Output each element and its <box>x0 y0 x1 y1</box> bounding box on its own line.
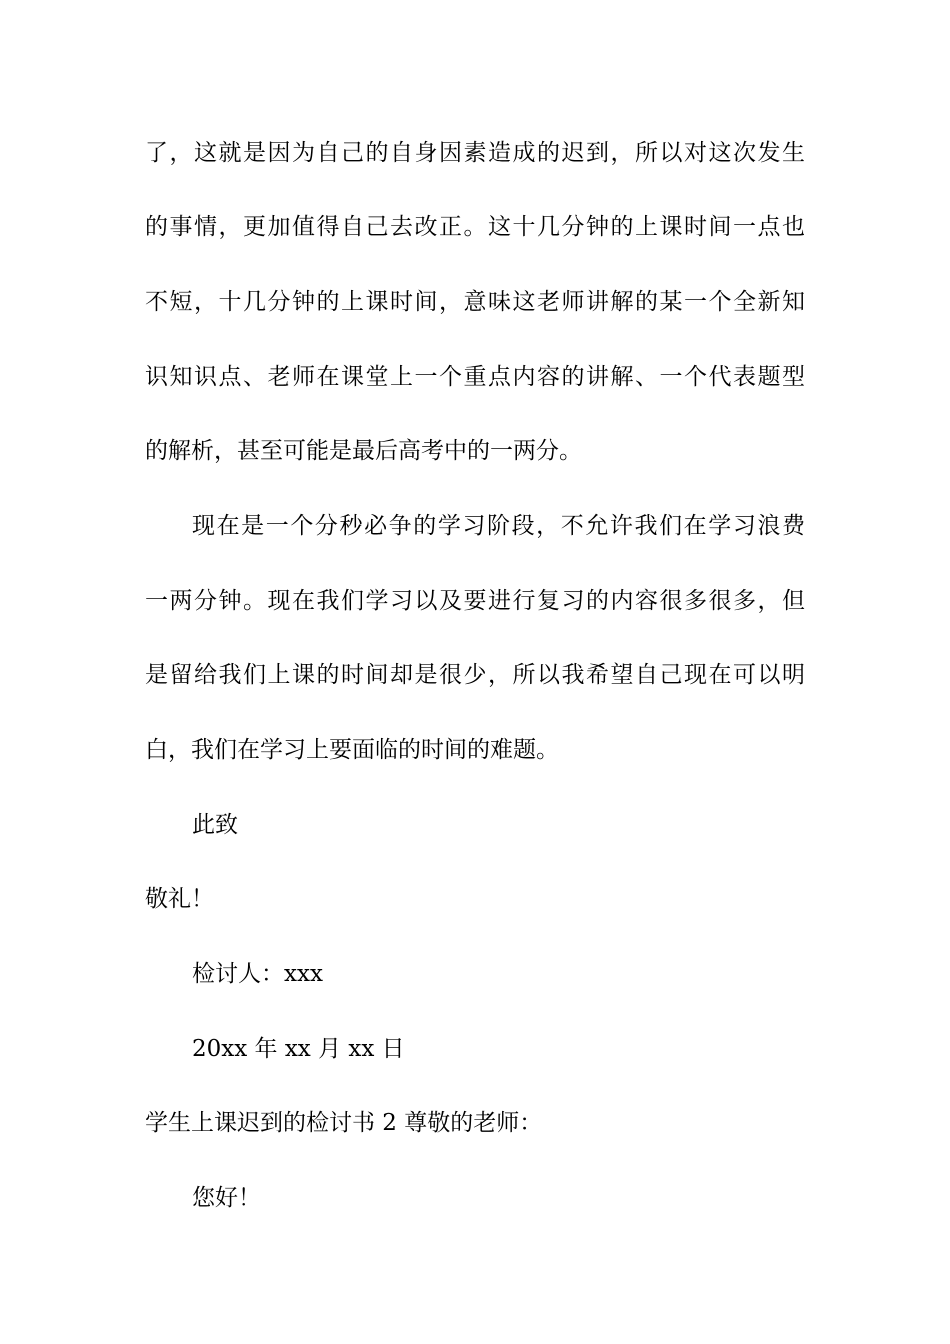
date: 20xx 年 xx 月 xx 日 <box>192 1036 405 1062</box>
paragraph-1-line-3: 不短，十几分钟的上课时间，意味这老师讲解的某一个全新知 <box>145 289 805 315</box>
paragraph-2-line-4: 白，我们在学习上要面临的时间的难题。 <box>145 737 559 763</box>
signature: 检讨人：xxx <box>192 961 323 987</box>
greeting: 您好！ <box>192 1185 261 1211</box>
paragraph-2-line-2: 一两分钟。现在我们学习以及要进行复习的内容很多很多，但 <box>145 588 805 614</box>
salute: 敬礼！ <box>145 886 214 912</box>
paragraph-1-line-5: 的解析，甚至可能是最后高考中的一两分。 <box>145 438 582 464</box>
paragraph-2-line-1: 现在是一个分秒必争的学习阶段，不允许我们在学习浪费 <box>192 513 805 539</box>
paragraph-2-line-3: 是留给我们上课的时间却是很少，所以我希望自己现在可以明 <box>145 662 805 688</box>
paragraph-1-line-4: 识知识点、老师在课堂上一个重点内容的讲解、一个代表题型 <box>145 364 805 390</box>
next-document-title: 学生上课迟到的检讨书 2 尊敬的老师： <box>145 1110 543 1136</box>
paragraph-1-line-1: 了，这就是因为自己的自身因素造成的迟到，所以对这次发生 <box>145 140 805 166</box>
paragraph-1-line-2: 的事情，更加值得自己去改正。这十几分钟的上课时间一点也 <box>145 214 805 240</box>
closing: 此致 <box>192 812 238 838</box>
